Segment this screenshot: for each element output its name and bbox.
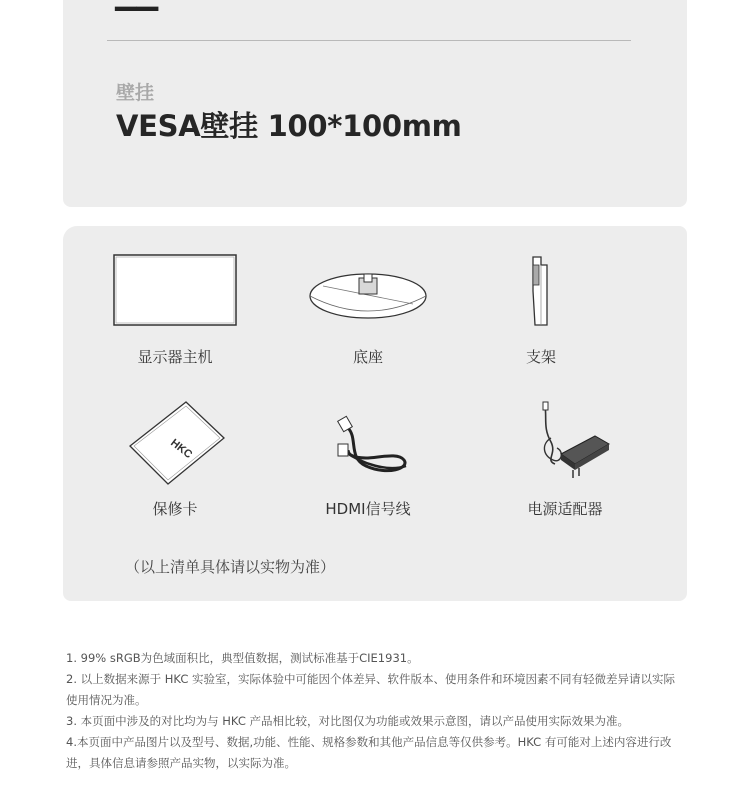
package-item-power-adapter (475, 398, 655, 519)
item-label: 保修卡 (152, 500, 198, 518)
item-label: 电源适配器 (527, 500, 603, 518)
package-note: （以上清单具体请以实物为准） (125, 558, 336, 576)
footnotes (66, 648, 686, 774)
cropped-heading (115, 0, 158, 11)
spec-value: VESA壁挂 100*100mm (116, 109, 462, 143)
package-contents-card (63, 226, 687, 601)
power-adapter-icon (515, 398, 615, 488)
footnote-4: 4.本页面中产品图片以及型号、数据,功能、性能、规格参数和其他产品信息等仅供参考。HKC 有可能对上述内容进行改进，具体信息请参照产品实物，以实际为准。 (66, 735, 672, 770)
package-item-warranty-card (85, 398, 265, 519)
stand-base-icon (303, 256, 433, 326)
footnote-2: 2. 以上数据来源于 HKC 实验室，实际体验中可能因个体差异、软件版本、使用条件和环境因素不同有轻微差异请以实际使用情况为准。 (66, 672, 676, 707)
package-item-stand (451, 246, 631, 367)
divider (107, 40, 631, 41)
item-label: 显示器主机 (137, 348, 213, 366)
hdmi-cable-icon (318, 398, 418, 488)
footnote-3: 3. 本页面中涉及的对比均为与 HKC 产品相比较，对比图仅为功能或效果示意图，请以产品使用实际效果为准。 (66, 714, 630, 728)
warranty-card-icon (120, 398, 230, 488)
package-item-hdmi-cable (278, 398, 458, 519)
monitor-icon (110, 251, 240, 331)
stand-arm-icon (511, 251, 571, 331)
item-label: 底座 (352, 348, 383, 366)
item-label: HDMI信号线 (325, 500, 411, 518)
package-item-base (278, 246, 458, 367)
item-label: 支架 (525, 348, 556, 366)
card-text: HKC (168, 436, 195, 462)
package-item-monitor (85, 246, 265, 367)
footnote-1: 1. 99% sRGB为色域面积比，典型值数据，测试标准基于CIE1931。 (66, 651, 419, 665)
spec-label: 壁挂 (116, 82, 155, 104)
spec-card (63, 0, 687, 207)
